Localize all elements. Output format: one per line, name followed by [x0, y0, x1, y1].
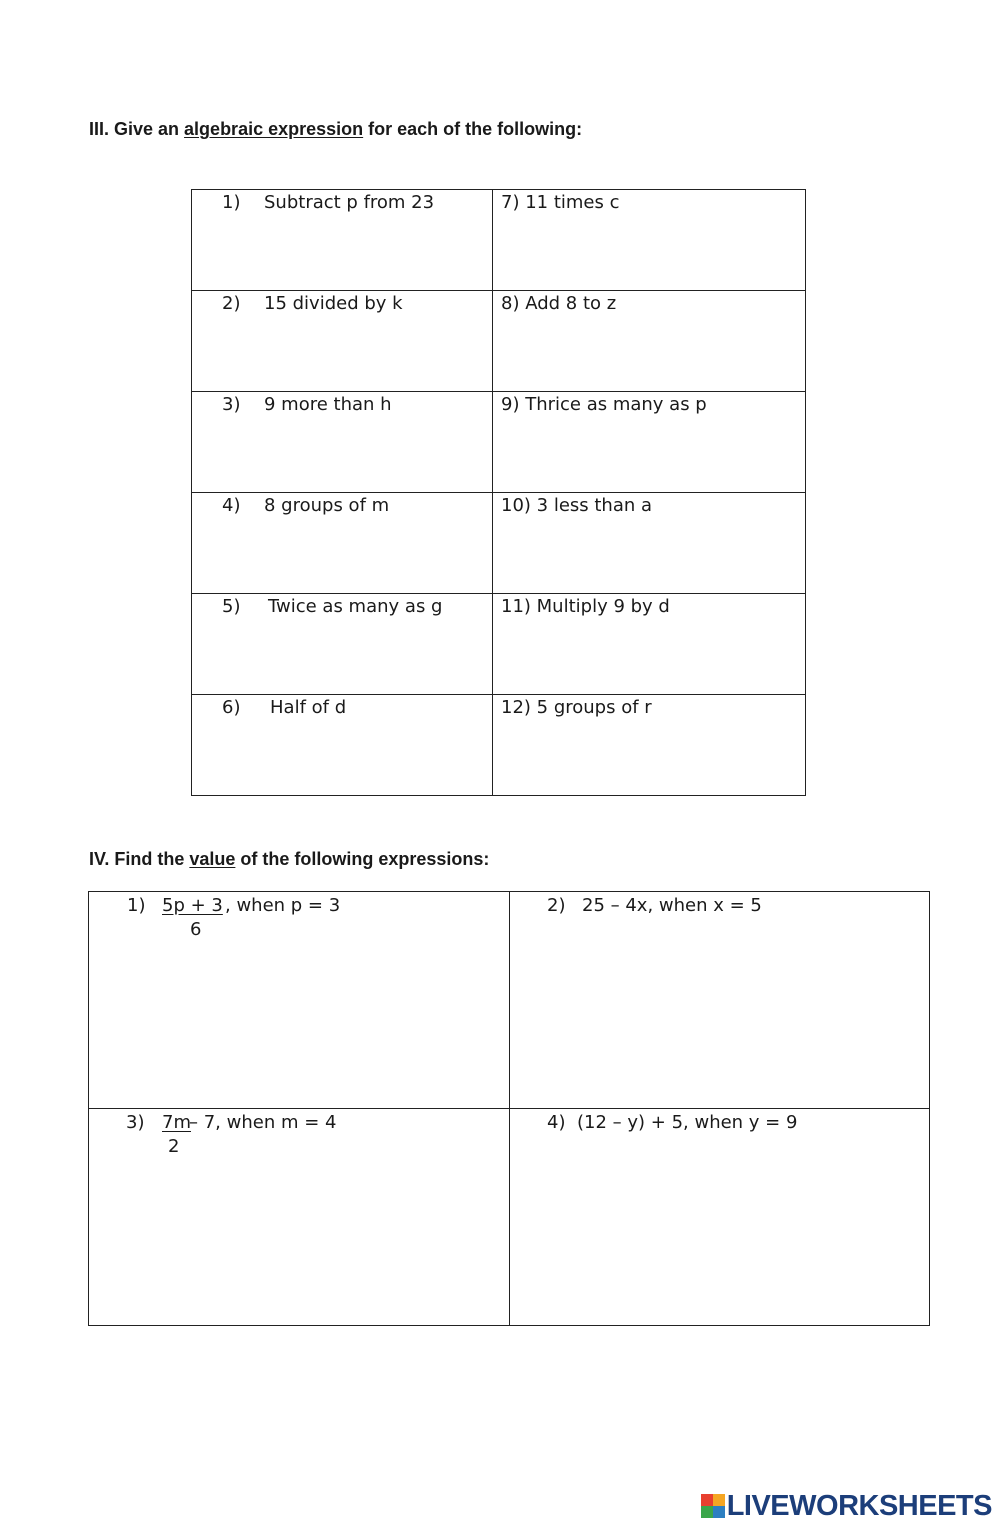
table-row	[89, 1109, 930, 1326]
answer-cell-right[interactable]	[493, 594, 806, 695]
item-text: Subtract p from 23	[264, 192, 435, 213]
item-number: 2)	[222, 293, 241, 314]
logo-square	[713, 1494, 725, 1506]
item-number: 1)	[222, 192, 241, 213]
expression-condition: – 7, when m = 4	[189, 1112, 337, 1133]
item-text: 10) 3 less than a	[501, 495, 653, 516]
logo-text: LIVEWORKSHEETS	[726, 1489, 992, 1522]
expression-condition: , when p = 3	[225, 895, 341, 916]
answer-cell-2[interactable]	[510, 892, 930, 1109]
item-text: 8) Add 8 to z	[501, 293, 617, 314]
item-text: 8 groups of m	[264, 495, 390, 516]
section-4-heading-keyword: value	[189, 849, 236, 869]
answer-cell-right[interactable]	[493, 291, 806, 392]
evaluate-table	[88, 891, 930, 1326]
answer-cell-right[interactable]	[493, 695, 806, 796]
answer-cell-left[interactable]	[192, 695, 493, 796]
answer-cell-right[interactable]	[493, 190, 806, 291]
item-number: 4)	[222, 495, 241, 516]
section-3-heading-prefix: III. Give an	[89, 119, 185, 139]
item-number: 6)	[222, 697, 241, 718]
answer-cell-1[interactable]	[89, 892, 510, 1109]
question-number: 2)	[547, 895, 566, 916]
section-3-heading-suffix: for each of the following:	[363, 119, 583, 139]
answer-cell-3[interactable]	[89, 1109, 510, 1326]
logo-square	[701, 1506, 713, 1518]
item-text: 9 more than h	[264, 394, 392, 415]
logo-mark-icon	[701, 1494, 725, 1518]
liveworksheets-logo	[701, 1489, 992, 1523]
logo-square	[713, 1506, 725, 1518]
item-text: 11) Multiply 9 by d	[501, 596, 670, 617]
item-text: 12) 5 groups of r	[501, 697, 652, 718]
expression-table	[191, 189, 806, 796]
answer-cell-left[interactable]	[192, 594, 493, 695]
section-4-heading-prefix: IV. Find the	[89, 849, 190, 869]
answer-cell-left[interactable]	[192, 190, 493, 291]
expression-text: 25 – 4x, when x = 5	[582, 895, 762, 916]
table-row	[192, 190, 806, 291]
item-text: Twice as many as g	[268, 596, 443, 617]
section-3-heading	[89, 119, 582, 140]
question-number: 4)	[547, 1112, 566, 1133]
table-row	[192, 493, 806, 594]
fraction-denominator: 2	[168, 1136, 180, 1157]
item-number: 5)	[222, 596, 241, 617]
answer-cell-left[interactable]	[192, 291, 493, 392]
question-number: 3)	[126, 1112, 145, 1133]
item-text: 15 divided by k	[264, 293, 403, 314]
item-text: 7) 11 times c	[501, 192, 620, 213]
section-4-heading	[89, 849, 489, 870]
answer-cell-right[interactable]	[493, 392, 806, 493]
answer-cell-left[interactable]	[192, 493, 493, 594]
item-text: 9) Thrice as many as p	[501, 394, 707, 415]
fraction-numerator: 7m	[162, 1112, 191, 1133]
table-row	[192, 291, 806, 392]
section-4-heading-suffix: of the following expressions:	[235, 849, 490, 869]
table-row	[192, 392, 806, 493]
section-3-heading-keyword: algebraic expression	[184, 119, 364, 139]
answer-cell-right[interactable]	[493, 493, 806, 594]
expression-text: (12 – y) + 5, when y = 9	[577, 1112, 798, 1133]
fraction-numerator: 5p + 3	[162, 895, 223, 916]
question-number: 1)	[127, 895, 146, 916]
table-row	[192, 695, 806, 796]
logo-square	[701, 1494, 713, 1506]
answer-cell-4[interactable]	[510, 1109, 930, 1326]
answer-cell-left[interactable]	[192, 392, 493, 493]
item-number: 3)	[222, 394, 241, 415]
table-row	[192, 594, 806, 695]
item-text: Half of d	[270, 697, 347, 718]
table-row	[89, 892, 930, 1109]
fraction-denominator: 6	[190, 919, 202, 940]
